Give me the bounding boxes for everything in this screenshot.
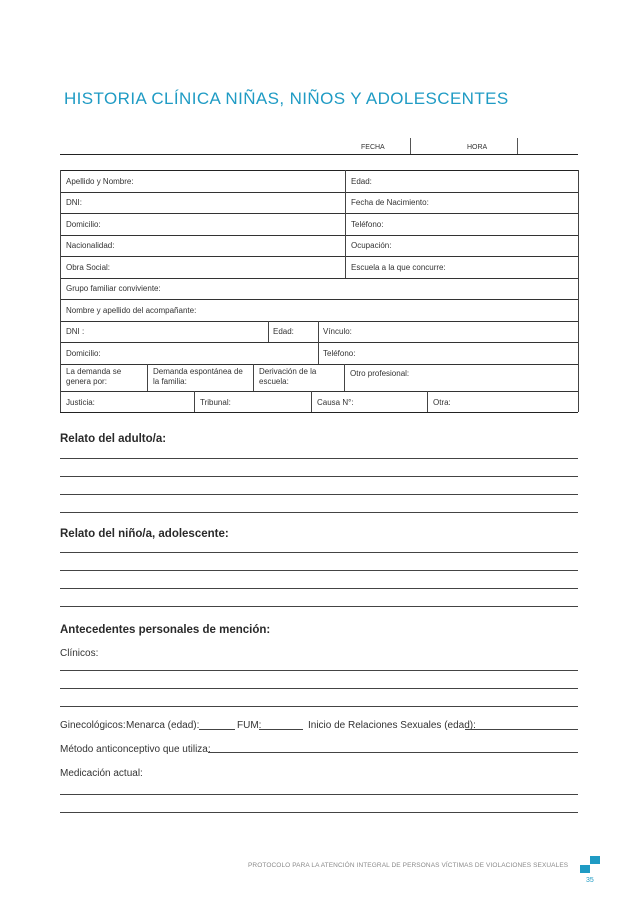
writing-line — [60, 494, 578, 495]
antecedentes-heading: Antecedentes personales de mención: — [60, 624, 271, 636]
writing-line — [60, 512, 578, 513]
row-divider — [60, 321, 578, 322]
table-right-border — [578, 170, 579, 412]
page-title: HISTORIA CLÍNICA NIÑAS, NIÑOS Y ADOLESCENTES — [64, 89, 509, 108]
table-top-border — [60, 170, 578, 171]
telefono-label: Teléfono: — [351, 220, 384, 229]
menarca-label: Menarca (edad): — [126, 720, 200, 731]
causa-label: Causa N°: — [317, 398, 354, 407]
writing-line — [60, 670, 578, 671]
edad-acompanante-label: Edad: — [273, 327, 294, 336]
column-divider — [427, 391, 428, 412]
writing-line — [60, 812, 578, 813]
apellido-label: Apellido y Nombre: — [66, 177, 134, 186]
row-divider — [60, 342, 578, 343]
fecha-label: FECHA — [361, 144, 385, 151]
inicio-relaciones-label: Inicio de Relaciones Sexuales (edad): — [308, 720, 476, 731]
demanda-label: La demanda se genera por: — [66, 367, 122, 386]
header-rule — [60, 154, 578, 155]
vinculo-label: Vínculo: — [323, 327, 352, 336]
row-divider — [60, 256, 578, 257]
ocupacion-label: Ocupación: — [351, 241, 392, 250]
row-divider — [60, 391, 578, 392]
column-divider — [344, 364, 345, 391]
grupo-familiar-label: Grupo familiar conviviente: — [66, 284, 161, 293]
row-divider — [60, 364, 578, 365]
otra-label: Otra: — [433, 398, 451, 407]
row-divider — [60, 213, 578, 214]
hora-box-divider — [517, 138, 518, 154]
escuela-label: Escuela a la que concurre: — [351, 263, 446, 272]
row-divider — [60, 278, 578, 279]
fecha-nacimiento-label: Fecha de Nacimiento: — [351, 198, 429, 207]
footer-text: PROTOCOLO PARA LA ATENCIÓN INTEGRAL DE PERSONAS VÍCTIMAS DE VIOLACIONES SEXUALES — [248, 862, 569, 869]
column-divider — [194, 391, 195, 412]
page-number: 35 — [586, 877, 594, 884]
writing-line — [60, 794, 578, 795]
clinicos-label: Clínicos: — [60, 648, 99, 659]
acompanante-label: Nombre y apellido del acompañante: — [66, 306, 197, 315]
writing-line — [60, 688, 578, 689]
writing-line — [60, 458, 578, 459]
domicilio-acompanante-label: Domicilio: — [66, 349, 101, 358]
demanda-espontanea-label: Demanda espontánea de la familia: — [153, 367, 243, 386]
metodo-anticonceptivo-label: Método anticonceptivo que utiliza: — [60, 744, 211, 755]
dni-acompanante-label: DNI : — [66, 327, 85, 336]
column-divider — [253, 364, 254, 391]
column-divider — [147, 364, 148, 391]
nacionalidad-label: Nacionalidad: — [66, 241, 115, 250]
stair-squares-icon — [580, 856, 600, 876]
fecha-box-divider — [410, 138, 411, 154]
row-divider — [60, 299, 578, 300]
fum-label: FUM: — [237, 720, 262, 731]
column-divider — [311, 391, 312, 412]
writing-line — [60, 706, 578, 707]
writing-line — [60, 476, 578, 477]
table-left-border — [60, 170, 61, 412]
row-divider — [60, 192, 578, 193]
menarca-blank — [199, 729, 235, 730]
tribunal-label: Tribunal: — [200, 398, 231, 407]
medicacion-label: Medicación actual: — [60, 768, 143, 779]
telefono-acompanante-label: Teléfono: — [323, 349, 356, 358]
column-divider — [268, 321, 269, 342]
row-divider — [60, 235, 578, 236]
column-divider — [318, 321, 319, 364]
writing-line — [60, 552, 578, 553]
dni-label: DNI: — [66, 198, 82, 207]
obra-social-label: Obra Social: — [66, 263, 111, 272]
column-divider — [345, 170, 346, 278]
table-bottom-border — [60, 412, 578, 413]
writing-line — [60, 570, 578, 571]
fum-blank — [259, 729, 303, 730]
ginecologicos-label: Ginecológicos: — [60, 720, 126, 731]
hora-label: HORA — [467, 144, 488, 151]
edad-label: Edad: — [351, 177, 372, 186]
domicilio-label: Domicilio: — [66, 220, 101, 229]
metodo-blank — [208, 752, 578, 753]
relato-nino-heading: Relato del niño/a, adolescente: — [60, 528, 229, 540]
writing-line — [60, 606, 578, 607]
derivacion-escuela-label: Derivación de la escuela: — [259, 367, 317, 386]
otro-profesional-label: Otro profesional: — [350, 369, 410, 378]
justicia-label: Justicia: — [66, 398, 95, 407]
writing-line — [60, 588, 578, 589]
inicio-relaciones-blank — [465, 729, 578, 730]
relato-adulto-heading: Relato del adulto/a: — [60, 433, 167, 445]
